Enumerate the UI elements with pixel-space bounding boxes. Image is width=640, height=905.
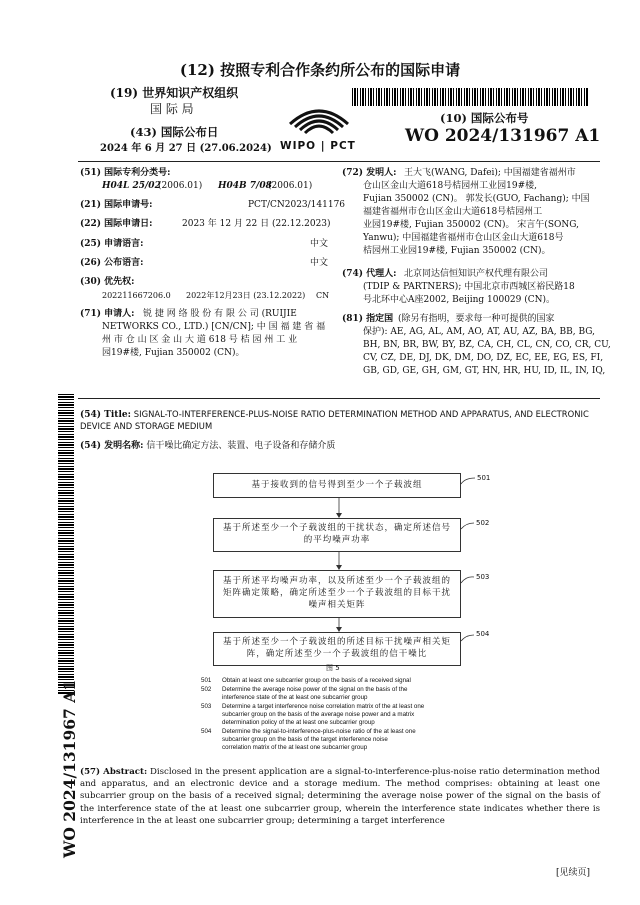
step-leader-504 bbox=[461, 635, 474, 641]
step-number-501: 501 bbox=[477, 474, 491, 482]
pub-language-value: 中文 bbox=[310, 258, 329, 268]
legend-text-504: subcarrier group on the basis of the target interference noise bbox=[222, 736, 388, 743]
abstract-text: Disclosed in the present application are a signal-to-interference-plus-noise ratio determination method and apparatus, and an electronic device and a storage medium. The method comprises: obtaining at least one subcarrier group on the basis of a received signal; determining the average noise power of the signal on the basis of the interference state of the at least one subcarrier group, wherein the interference state indicates whether there is interference in the at least one subcarrier group; determining a target interference bbox=[80, 767, 600, 826]
language-value: 中文 bbox=[310, 239, 329, 249]
step-leader-503 bbox=[461, 577, 474, 583]
language-label: (25) 申请语言: bbox=[80, 239, 144, 249]
ipc-1-version: (2006.01) bbox=[158, 181, 203, 191]
applicant-line: NETWORKS CO., LTD.) [CN/CN]; 中 国 福 建 省 福 bbox=[102, 322, 326, 332]
legend-text-503: subcarrier group on the basis of the average noise power and a matrix bbox=[222, 711, 415, 718]
step-leader-502 bbox=[461, 523, 474, 529]
applicant-line: 锐 捷 网 络 股 份 有 限 公 司 (RUIJIE bbox=[143, 309, 297, 319]
filing-date: 2023 年 12 月 22 日 (22.12.2023) bbox=[182, 219, 331, 229]
designated-states-line: CV, CZ, DE, DJ, DK, DM, DO, DZ, EC, EE, EG, ES, FI, bbox=[363, 353, 604, 363]
inventor-line: Yanwu); 中国福建省福州市仓山区金山大道618号 bbox=[363, 233, 564, 243]
app-no: PCT/CN2023/141176 bbox=[248, 200, 346, 210]
agent-label: (74) 代理人: bbox=[342, 269, 397, 279]
designated-states-label: (81) 指定国 bbox=[342, 314, 394, 324]
pub-no-label: (10) 国际公布号 bbox=[440, 111, 529, 125]
ipc-label: (51) 国际专利分类号: bbox=[80, 168, 171, 178]
legend-text-503: Determine a target interference noise correlation matrix of the at least one bbox=[222, 703, 425, 710]
wipo-logo-text: WIPO | PCT bbox=[280, 140, 356, 152]
legend-text-504: correlation matrix of the at least one subcarrier group bbox=[222, 744, 368, 751]
ipc-2-version: (2006.01) bbox=[268, 181, 313, 191]
title-en-label: (54) Title: bbox=[80, 410, 131, 420]
step-number-504: 504 bbox=[476, 630, 490, 638]
pub-language-label: (26) 公布语言: bbox=[80, 258, 144, 268]
legend-num-501: 501 bbox=[201, 677, 212, 684]
inventor-line: 王大飞(WANG, Dafei); 中国福建省福州市 bbox=[404, 168, 576, 178]
inventor-line: 福建省福州市仓山区金山大道618号桔园州工 bbox=[363, 207, 543, 217]
legend-text-501: Obtain at least one subcarrier group on the basis of a received signal bbox=[222, 677, 411, 684]
step-number-503: 503 bbox=[476, 573, 490, 581]
flow-step-501: 基于接收到的信号得到至少一个子载波组 bbox=[213, 473, 461, 498]
priority-label: (30) 优先权: bbox=[80, 277, 135, 287]
designated-states-line: 保护): AE, AG, AL, AM, AO, AT, AU, AZ, BA, BB, BG, bbox=[363, 327, 595, 337]
applicant-line: 园19#楼, Fujian 350002 (CN)。 bbox=[102, 348, 245, 358]
title-cn-label: (54) 发明名称: bbox=[80, 441, 144, 451]
designated-states-line: (除另有指明，要求每一种可提供的国家 bbox=[398, 314, 555, 324]
figure-label: 图 5 bbox=[326, 664, 340, 672]
applicant-line: 州 市 仓 山 区 金 山 大 道 618 号 桔 园 州 工 业 bbox=[102, 335, 298, 345]
title-en-text: SIGNAL-TO-INTERFERENCE-PLUS-NOISE RATIO DETERMINATION METHOD AND APPARATUS, AND ELECTRONIC DEVICE AND STORAGE MEDIUM bbox=[80, 409, 589, 432]
org-name: (19) 世界知识产权组织 bbox=[110, 86, 239, 100]
designated-states-line: BH, BN, BR, BW, BY, BZ, CA, CH, CL, CN, CO, CR, CU, bbox=[363, 340, 611, 350]
legend-text-502: interference state of the at least one subcarrier group bbox=[222, 694, 368, 701]
agent-line: (TDIP & PARTNERS); 中国北京市西城区裕民路18 bbox=[363, 282, 575, 292]
inventor-line: 业园19#楼, Fujian 350002 (CN)。 宋言午(SONG, bbox=[363, 220, 579, 230]
pub-date-label: (43) 国际公布日 bbox=[130, 125, 219, 139]
inventor-label: (72) 发明人: bbox=[342, 168, 397, 178]
priority-country: CN bbox=[316, 291, 330, 300]
designated-states-line: GB, GD, GE, GH, GM, GT, HN, HR, HU, ID, IL, IN, IQ, bbox=[363, 366, 606, 376]
legend-text-503: determination policy of the at least one subcarrier group bbox=[222, 719, 375, 726]
continued-note: [见续页] bbox=[556, 868, 591, 878]
legend-text-502: Determine the average noise power of the signal on the basis of the bbox=[222, 686, 408, 693]
inventor-line: Fujian 350002 (CN)。 郭发长(GUO, Fachang); 中国 bbox=[363, 194, 590, 204]
agent-line: 号北环中心A座2002, Beijing 100029 (CN)。 bbox=[363, 295, 556, 305]
inventor-line: 仓山区金山大道618号桔园州工业园19#楼, bbox=[363, 181, 538, 191]
step-leader-501 bbox=[461, 478, 475, 484]
pub-date: 2024 年 6 月 27 日 (27.06.2024) bbox=[100, 143, 272, 154]
side-pub-no: WO 2024/131967 A1 bbox=[60, 679, 79, 858]
flow-step-504: 基于所述至少一个子载波组的所述目标干扰噪声相关矩阵，确定所述至少一个子载波组的信干噪比 bbox=[213, 632, 461, 666]
inventor-line: 桔园州工业园19#楼, Fujian 350002 (CN)。 bbox=[363, 246, 551, 256]
pub-no: WO 2024/131967 A1 bbox=[405, 126, 601, 146]
flow-step-503: 基于所述平均噪声功率，以及所述至少一个子载波组的矩阵确定策略，确定所述至少一个子载波组的目标干扰噪声相关矩阵 bbox=[213, 570, 461, 618]
abstract bbox=[80, 766, 600, 827]
priority-number: 202211667206.0 bbox=[102, 291, 171, 300]
legend-num-502: 502 bbox=[201, 686, 212, 693]
agent-line: 北京同达信恒知识产权代理有限公司 bbox=[404, 269, 549, 279]
applicant-label: (71) 申请人: bbox=[80, 309, 135, 319]
step-number-502: 502 bbox=[476, 519, 490, 527]
legend-num-504: 504 bbox=[201, 728, 212, 735]
legend-num-503: 503 bbox=[201, 703, 212, 710]
legend-text-504: Determine the signal-to-interference-plus-noise ratio of the at least one bbox=[222, 728, 416, 735]
document-title: (12) 按照专利合作条约所公布的国际申请 bbox=[179, 61, 461, 79]
title-cn-text: 信干噪比确定方法、装置、电子设备和存储介质 bbox=[146, 441, 336, 451]
app-no-label: (21) 国际申请号: bbox=[80, 200, 153, 210]
org-subname: 国 际 局 bbox=[150, 102, 194, 116]
priority-date: 2022年12月23日 (23.12.2022) bbox=[186, 291, 306, 300]
abstract-label: (57) Abstract: bbox=[80, 767, 148, 777]
ipc-1: H04L 25/02 bbox=[102, 181, 161, 191]
flow-step-502: 基于所述至少一个子载波组的干扰状态，确定所述信号的平均噪声功率 bbox=[213, 518, 461, 552]
filing-date-label: (22) 国际申请日: bbox=[80, 219, 153, 229]
ipc-2: H04B 7/08 bbox=[218, 181, 272, 191]
